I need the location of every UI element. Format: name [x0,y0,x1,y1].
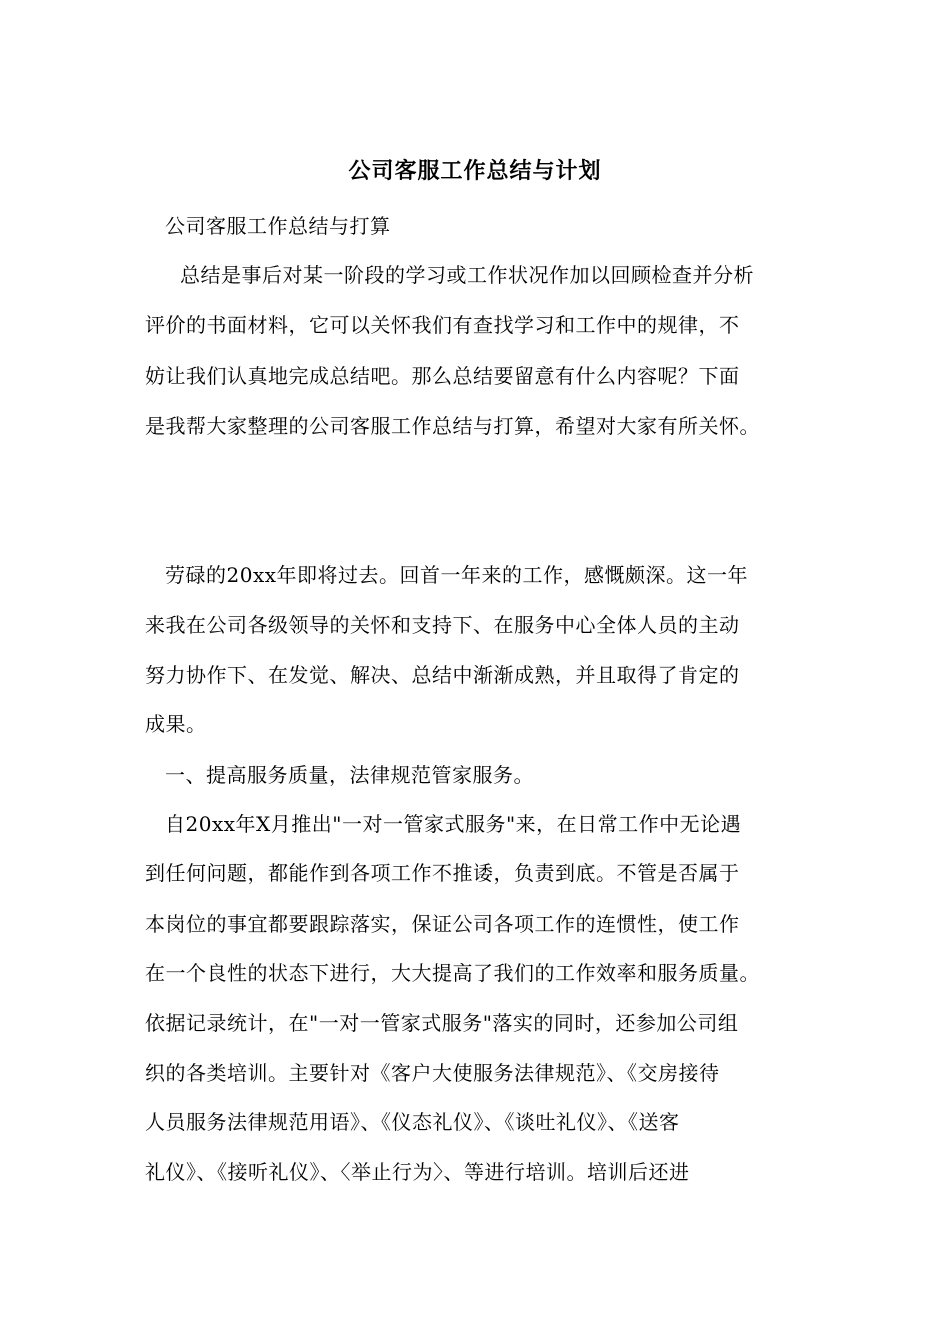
paragraph-line: 人员服务法律规范用语》、《仪态礼仪》、《谈吐礼仪》、《送客 [145,1110,680,1134]
paragraph-line: 依据记录统计，在"一对一管家式服务"落实的同时，还参加公司组 [145,1011,739,1035]
paragraph-line: 总结是事后对某一阶段的学习或工作状况作加以回顾检查并分析 [180,263,754,287]
paragraph-line: 劳碌的20xx年即将过去。回首一年来的工作，感慨颇深。这一年 [165,563,749,587]
subtitle-line: 公司客服工作总结与打算 [165,214,391,238]
section-heading: 一、提高服务质量，法律规范管家服务。 [165,763,534,787]
paragraph-line: 成果。 [145,712,207,736]
paragraph-line: 努力协作下、在发觉、解决、总结中渐渐成熟，并且取得了肯定的 [145,663,740,687]
paragraph-line: 到任何问题，都能作到各项工作不推诿，负责到底。不管是否属于 [145,861,740,885]
paragraph-line: 在一个良性的状态下进行，大大提高了我们的工作效率和服务质量。 [145,961,760,985]
paragraph-line: 织的各类培训。主要针对《客户大使服务法律规范》、《交房接待 [145,1061,720,1085]
paragraph-line: 礼仪》、《接听礼仪》、〈举止行为〉、等进行培训。培训后还进 [145,1160,690,1184]
paragraph-line: 本岗位的事宜都要跟踪落实，保证公司各项工作的连惯性，使工作 [145,912,740,936]
paragraph-line: 来我在公司各级领导的关怀和支持下、在服务中心全体人员的主动 [145,613,740,637]
paragraph-line: 评价的书面材料，它可以关怀我们有查找学习和工作中的规律，不 [145,313,740,337]
paragraph-line: 妨让我们认真地完成总结吧。那么总结要留意有什么内容呢？下面 [145,364,740,388]
paragraph-line: 自20xx年X月推出"一对一管家式服务"来，在日常工作中无论遇 [165,812,742,836]
paragraph-line: 是我帮大家整理的公司客服工作总结与打算，希望对大家有所关怀。 [145,414,760,438]
document-title: 公司客服工作总结与计划 [348,158,602,184]
